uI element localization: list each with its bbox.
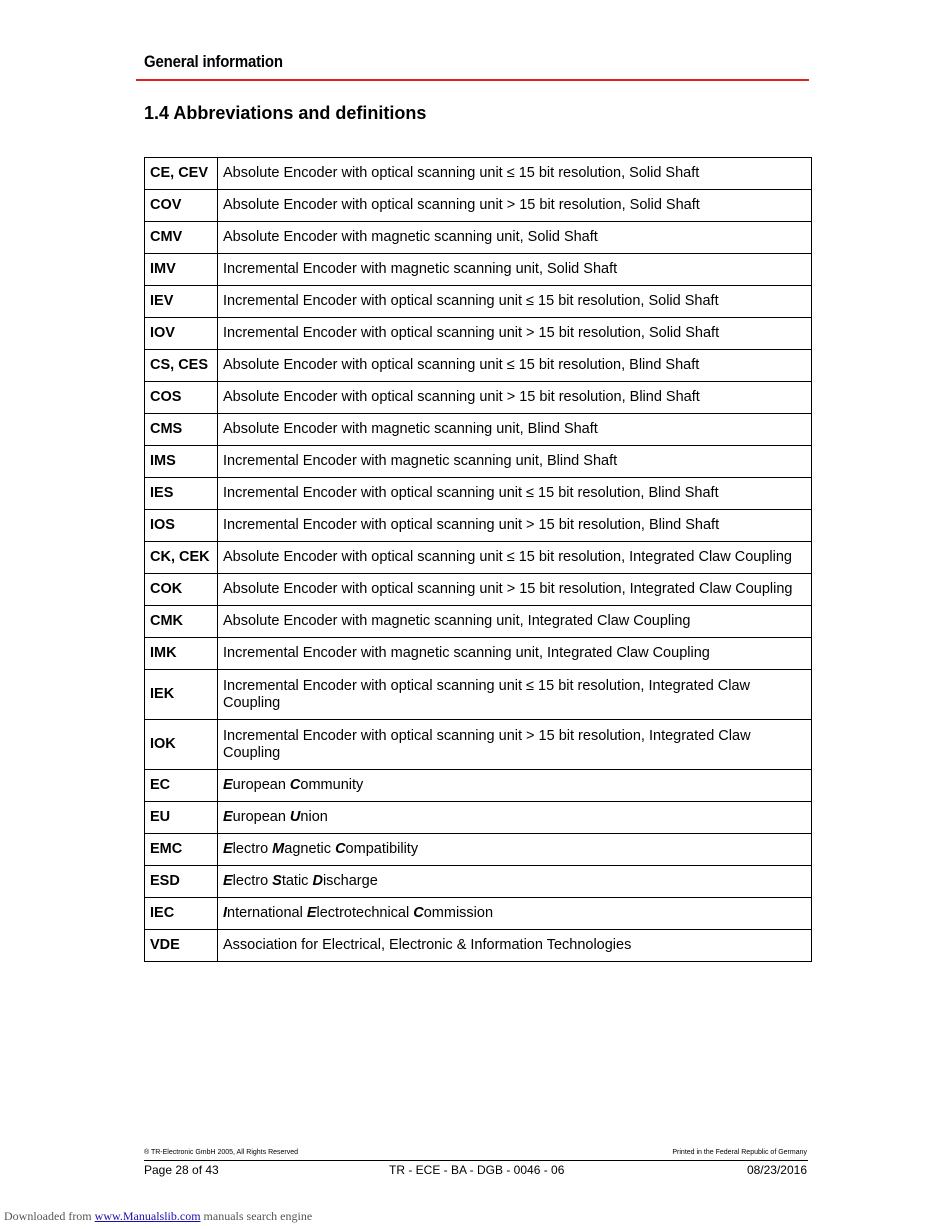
- word-rest: agnetic: [284, 841, 336, 857]
- word-rest: lectro: [232, 873, 273, 889]
- manualslib-link[interactable]: www.Manualslib.com: [94, 1209, 201, 1223]
- desc-cell: Incremental Encoder with optical scanning unit > 15 bit resolution, Integrated Claw Coupling: [218, 720, 812, 770]
- table-row: [145, 350, 812, 382]
- word-rest: tatic: [281, 873, 313, 889]
- term-cell: CMK: [145, 606, 218, 638]
- abbreviations-table: [144, 157, 812, 962]
- word-rest: uropean: [232, 809, 290, 825]
- download-suffix: manuals search engine: [200, 1209, 313, 1223]
- table-row: [145, 638, 812, 670]
- term-cell: IMS: [145, 446, 218, 478]
- table-row: [145, 478, 812, 510]
- initial-letter: C: [413, 905, 424, 921]
- term-cell: EU: [145, 802, 218, 834]
- table-row: [145, 802, 812, 834]
- desc-cell: Incremental Encoder with optical scanning unit > 15 bit resolution, Solid Shaft: [218, 318, 812, 350]
- initial-letter: E: [223, 873, 233, 889]
- word-rest: uropean: [232, 777, 290, 793]
- term-cell: IES: [145, 478, 218, 510]
- term-cell: IOV: [145, 318, 218, 350]
- term-cell: IMV: [145, 254, 218, 286]
- initial-letter: M: [272, 841, 285, 857]
- desc-cell: Absolute Encoder with optical scanning unit ≤ 15 bit resolution, Solid Shaft: [218, 158, 812, 190]
- table-row: [145, 574, 812, 606]
- term-cell: VDE: [145, 930, 218, 962]
- desc-cell: Incremental Encoder with optical scanning unit ≤ 15 bit resolution, Solid Shaft: [218, 286, 812, 318]
- initial-letter: C: [335, 841, 346, 857]
- desc-cell: Absolute Encoder with magnetic scanning unit, Solid Shaft: [218, 222, 812, 254]
- initial-letter: U: [289, 809, 301, 825]
- desc-cell: Incremental Encoder with optical scanning unit ≤ 15 bit resolution, Integrated Claw Coupling: [218, 670, 812, 720]
- table-row: [145, 834, 812, 866]
- term-cell: IEV: [145, 286, 218, 318]
- table-row: [145, 670, 812, 720]
- footer-copyright: ® TR-Electronic GmbH 2005, All Rights Reserved: [144, 1149, 299, 1156]
- download-prefix: Downloaded from: [4, 1209, 95, 1223]
- table-row: [145, 382, 812, 414]
- initial-letter: C: [289, 777, 301, 793]
- term-cell: CS, CES: [145, 350, 218, 382]
- download-note: [4, 1209, 312, 1224]
- desc-cell: Absolute Encoder with optical scanning unit ≤ 15 bit resolution, Blind Shaft: [218, 350, 812, 382]
- table-row: [145, 414, 812, 446]
- footer-rule: [144, 1160, 808, 1161]
- word-rest: nion: [300, 809, 328, 825]
- term-cell: IOK: [145, 720, 218, 770]
- term-cell: EMC: [145, 834, 218, 866]
- term-cell: CK, CEK: [145, 542, 218, 574]
- term-cell: ESD: [145, 866, 218, 898]
- term-cell: CMS: [145, 414, 218, 446]
- table-row: [145, 510, 812, 542]
- table-row: [145, 898, 812, 930]
- desc-cell: Absolute Encoder with optical scanning unit > 15 bit resolution, Solid Shaft: [218, 190, 812, 222]
- initial-letter: E: [223, 841, 233, 857]
- table-row: [145, 930, 812, 962]
- term-cell: IEC: [145, 898, 218, 930]
- word-rest: ischarge: [322, 873, 378, 889]
- initial-letter: I: [223, 905, 228, 921]
- desc-cell: Absolute Encoder with magnetic scanning unit, Integrated Claw Coupling: [218, 606, 812, 638]
- desc-cell: [218, 898, 812, 930]
- term-cell: COV: [145, 190, 218, 222]
- word-rest: ommunity: [300, 777, 364, 793]
- desc-cell: [218, 834, 812, 866]
- initial-letter: S: [272, 873, 282, 889]
- table-row: [145, 158, 812, 190]
- desc-cell: Absolute Encoder with optical scanning unit > 15 bit resolution, Integrated Claw Coupling: [218, 574, 812, 606]
- table-row: [145, 190, 812, 222]
- header-rule: [136, 79, 809, 81]
- table-row: [145, 446, 812, 478]
- table-row: [145, 606, 812, 638]
- desc-cell: Incremental Encoder with magnetic scanning unit, Blind Shaft: [218, 446, 812, 478]
- table-row: [145, 222, 812, 254]
- table-row: [145, 770, 812, 802]
- word-rest: lectrotechnical: [316, 905, 414, 921]
- term-cell: CE, CEV: [145, 158, 218, 190]
- footer-printed: Printed in the Federal Republic of Germany: [672, 1149, 807, 1156]
- footer-date: 08/23/2016: [746, 1163, 807, 1177]
- initial-letter: D: [312, 873, 323, 889]
- desc-cell: Association for Electrical, Electronic & Information Technologies: [218, 930, 812, 962]
- desc-cell: [218, 866, 812, 898]
- desc-cell: Incremental Encoder with optical scanning unit > 15 bit resolution, Blind Shaft: [218, 510, 812, 542]
- desc-cell: Absolute Encoder with optical scanning unit > 15 bit resolution, Blind Shaft: [218, 382, 812, 414]
- term-cell: IOS: [145, 510, 218, 542]
- footer-page-number: Page 28 of 43: [144, 1163, 219, 1177]
- desc-cell: Incremental Encoder with magnetic scanning unit, Solid Shaft: [218, 254, 812, 286]
- section-title: 1.4 Abbreviations and definitions: [144, 103, 427, 123]
- desc-cell: Incremental Encoder with magnetic scanning unit, Integrated Claw Coupling: [218, 638, 812, 670]
- initial-letter: E: [306, 905, 317, 921]
- word-rest: ommission: [423, 905, 494, 921]
- header-title: General information: [144, 52, 283, 71]
- term-cell: IMK: [145, 638, 218, 670]
- word-rest: nternational: [227, 905, 307, 921]
- table-row: [145, 254, 812, 286]
- initial-letter: E: [223, 809, 233, 825]
- term-cell: EC: [145, 770, 218, 802]
- word-rest: ompatibility: [345, 841, 419, 857]
- term-cell: CMV: [145, 222, 218, 254]
- desc-cell: Absolute Encoder with optical scanning unit ≤ 15 bit resolution, Integrated Claw Coupling: [218, 542, 812, 574]
- initial-letter: E: [223, 777, 233, 793]
- desc-cell: Incremental Encoder with optical scanning unit ≤ 15 bit resolution, Blind Shaft: [218, 478, 812, 510]
- desc-cell: Absolute Encoder with magnetic scanning unit, Blind Shaft: [218, 414, 812, 446]
- term-cell: IEK: [145, 670, 218, 720]
- desc-cell: [218, 770, 812, 802]
- table-row: [145, 720, 812, 770]
- word-rest: lectro: [232, 841, 273, 857]
- term-cell: COK: [145, 574, 218, 606]
- table-row: [145, 542, 812, 574]
- table-row: [145, 286, 812, 318]
- table-row: [145, 318, 812, 350]
- table-row: [145, 866, 812, 898]
- term-cell: COS: [145, 382, 218, 414]
- desc-cell: [218, 802, 812, 834]
- footer-document-id: TR - ECE - BA - DGB - 0046 - 06: [389, 1163, 565, 1177]
